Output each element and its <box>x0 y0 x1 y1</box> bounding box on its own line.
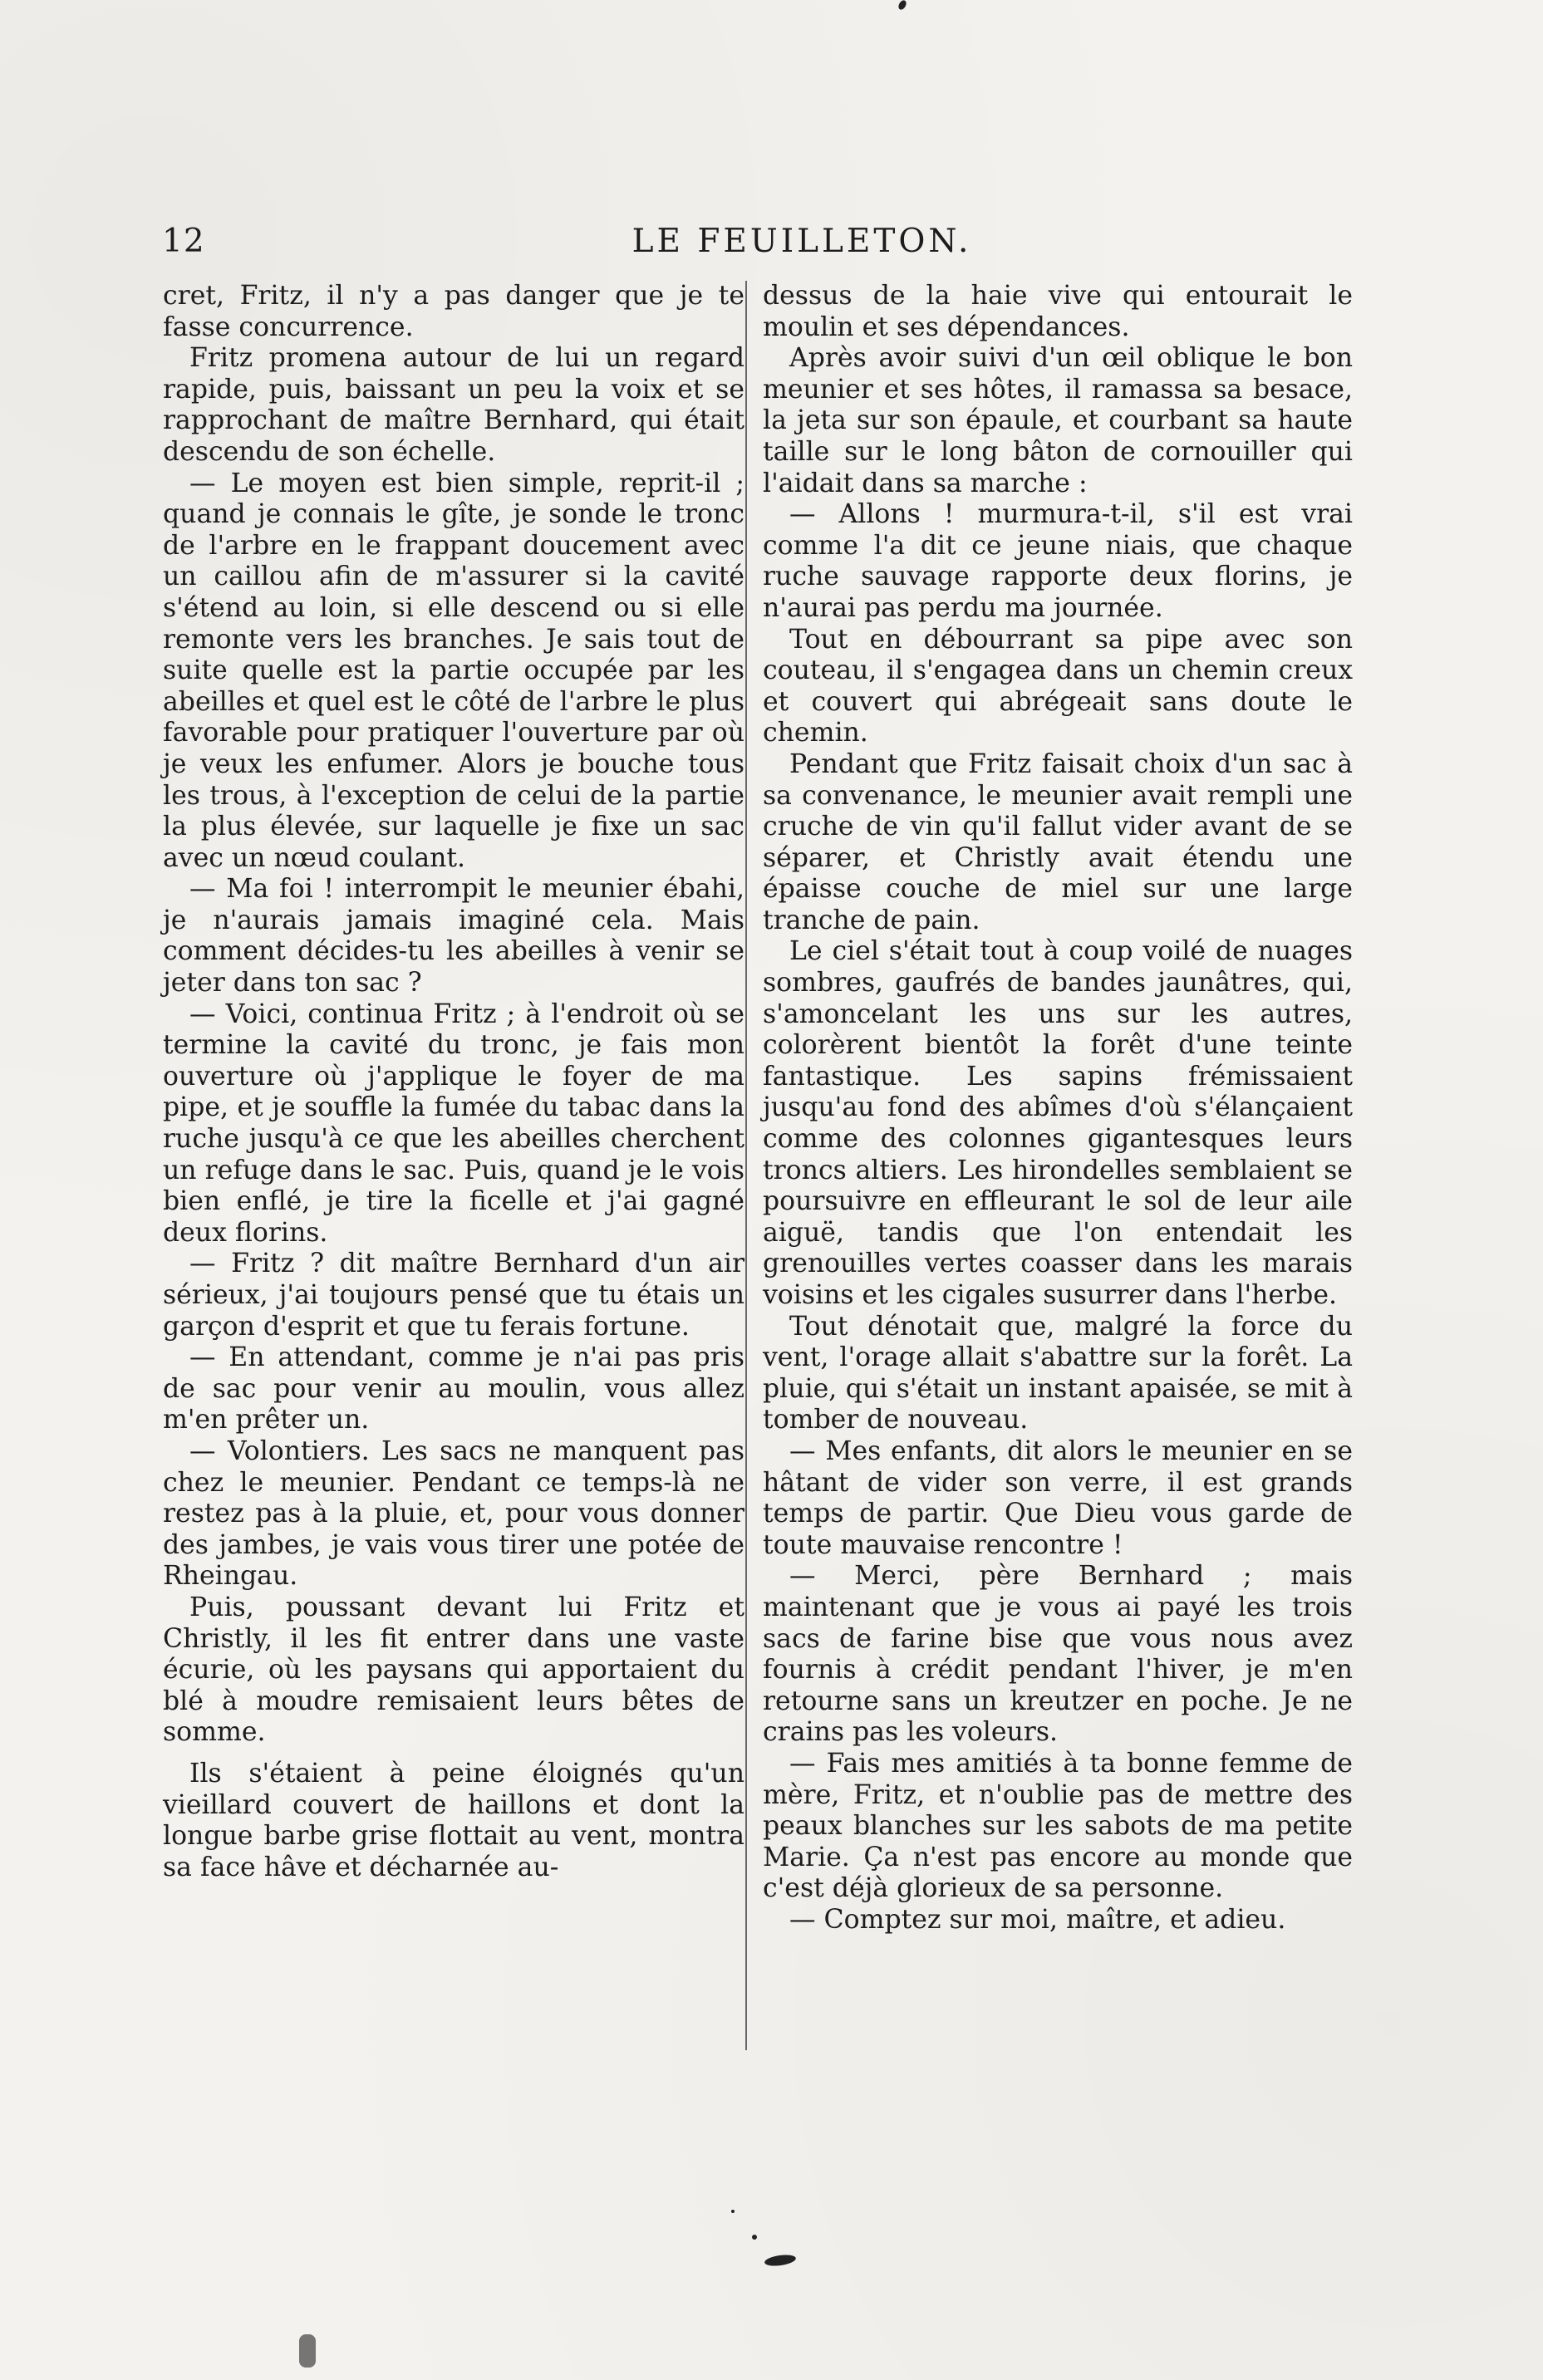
paragraph: — Mes enfants, dit alors le meunier en se hâtant de vider son verre, il est grands temps de partir. Que Dieu vous garde de toute mauvaise rencontre ! <box>763 1435 1353 1560</box>
paragraph: — Voici, continua Fritz ; à l'endroit où se termine la cavité du tronc, je fais mon ouverture où j'applique le foyer de ma pipe, et je souffle la fumée du tabac dans la ruche jusqu'à ce que les abeilles cherchent un refuge dans le sac. Puis, quand je le vois bien enflé, je tire la ficelle et j'ai gagné deux florins. <box>163 999 744 1248</box>
paragraph: Ils s'étaient à peine éloignés qu'un vieillard couvert de haillons et dont la longue barbe grise flottait au vent, montra sa face hâve et décharnée au- <box>163 1758 744 1882</box>
paragraph: Tout dénotait que, malgré la force du vent, l'orage allait s'abattre sur la forêt. La pluie, qui s'était un instant apaisée, se mit à tomber de nouveau. <box>763 1311 1353 1435</box>
paragraph: Pendant que Fritz faisait choix d'un sac à sa convenance, le meunier avait rempli une cruche de vin qu'il fallut vider avant de se séparer, et Christly avait étendu une épaisse couche de miel sur une large tranche de pain. <box>763 748 1353 935</box>
running-title: LE FEUILLETON. <box>631 223 972 260</box>
paragraph: cret, Fritz, il n'y a pas danger que je te fasse concurrence. <box>163 281 744 342</box>
paragraph: Tout en débourrant sa pipe avec son couteau, il s'engagea dans un chemin creux et couvert qui abrégeait sans doute le chemin. <box>763 624 1353 748</box>
ink-smudge <box>299 2334 316 2368</box>
left-column <box>163 281 744 1883</box>
page-header <box>162 223 1350 272</box>
paragraph: — En attendant, comme je n'ai pas pris de sac pour venir au moulin, vous allez m'en prêter un. <box>163 1342 744 1435</box>
paragraph: Le ciel s'était tout à coup voilé de nuages sombres, gaufrés de bandes jaunâtres, qui, s'amoncelant les uns sur les autres, colorèrent bientôt la forêt d'une teinte fantastique. Les sapins frémissaient jusqu'au fond des abîmes d'où s'élançaient comme des colonnes gigantesques leurs troncs altiers. Les hirondelles semblaient se poursuivre en effleurant le sol de leur aile aiguë, tandis que l'on entendait les grenouilles vertes coasser dans les marais voisins et les cigales susurrer dans l'herbe. <box>763 936 1353 1310</box>
paragraph: — Fais mes amitiés à ta bonne femme de mère, Fritz, et n'oublie pas de mettre des peaux blanches sur les sabots de ma petite Marie. Ça n'est pas encore au monde que c'est déjà glorieux de sa personne. <box>763 1748 1353 1904</box>
paragraph: — Allons ! murmura-t-il, s'il est vrai comme l'a dit ce jeune niais, que chaque ruche sauvage rapporte deux florins, je n'aurai pas perdu ma journée. <box>763 499 1353 623</box>
column-rule <box>745 281 747 2050</box>
paragraph: — Ma foi ! interrompit le meunier ébahi, je n'aurais jamais imaginé cela. Mais comment décides-tu les abeilles à venir se jeter dans ton sac ? <box>163 874 744 999</box>
ink-speck <box>897 0 908 11</box>
paragraph: — Comptez sur moi, maître, et adieu. <box>789 1904 1286 1935</box>
paragraph: Fritz promena autour de lui un regard rapide, puis, baissant un peu la voix et se rapprochant de maître Bernhard, qui était descendu de son échelle. <box>163 343 744 467</box>
ink-speck <box>752 2235 757 2240</box>
paragraph: — Merci, père Bernhard ; mais maintenant que je vous ai payé les trois sacs de farine bise que vous nous avez fournis à crédit pendant l'hiver, je m'en retourne sans un kreutzer en poche. Je ne crains pas les voleurs. <box>763 1561 1353 1748</box>
paragraph: — Le moyen est bien simple, reprit-il ; quand je connais le gîte, je sonde le tronc de l'arbre en le frappant doucement avec un caillou afin de m'assurer si la cavité s'étend au loin, si elle descend ou si elle remonte vers les branches. Je sais tout de suite quelle est la partie occupée par les abeilles et quel est le côté de l'arbre le plus favorable pour pratiquer l'ouverture par où je veux les enfumer. Alors je bouche tous les trous, à l'exception de celui de la partie la plus élevée, sur laquelle je fixe un sac avec un nœud coulant. <box>163 468 744 873</box>
paragraph: dessus de la haie vive qui entourait le moulin et ses dépendances. <box>763 281 1353 342</box>
page-number: 12 <box>162 223 205 260</box>
right-column <box>763 281 1353 1936</box>
paragraph: — Volontiers. Les sacs ne manquent pas chez le meunier. Pendant ce temps-là ne restez pas à la pluie, et, pour vous donner des jambes, je vais vous tirer une potée de Rheingau. <box>163 1435 744 1592</box>
ink-speck <box>731 2210 735 2213</box>
paragraph: Après avoir suivi d'un œil oblique le bon meunier et ses hôtes, il ramassa sa besace, la jeta sur son épaule, et courbant sa haute taille sur le long bâton de cornouiller qui l'aidait dans sa marche : <box>763 343 1353 498</box>
ink-blot <box>764 2253 796 2267</box>
paragraph: — Fritz ? dit maître Bernhard d'un air sérieux, j'ai toujours pensé que tu étais un garçon d'esprit et que tu ferais fortune. <box>163 1249 744 1342</box>
paragraph: Puis, poussant devant lui Fritz et Christly, il les fit entrer dans une vaste écurie, où les paysans qui apportaient du blé à moudre remisaient leurs bêtes de somme. <box>163 1592 744 1748</box>
